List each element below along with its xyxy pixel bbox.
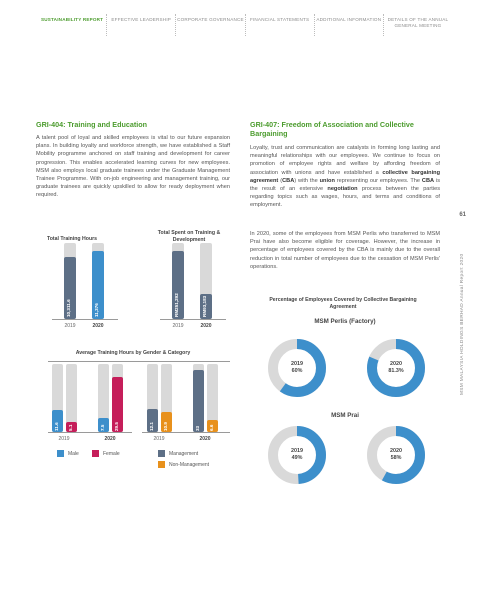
avg-axis-category: [142, 432, 230, 433]
nav-effective-leadership[interactable]: EFFECTIVE LEADERSHIP: [107, 14, 176, 36]
training-heading: GRI-404: Training and Education: [36, 120, 148, 129]
legend-male-swatch: [57, 450, 64, 457]
donut-prai-2019-percent: 49%: [291, 455, 303, 461]
donut-perlis-2019-percent: 60%: [291, 368, 303, 374]
avg-value-label-1-1: 29.5: [114, 422, 119, 431]
training-spend-axis: [160, 319, 226, 320]
training-spend-year-0: 2019: [172, 323, 184, 329]
donut-perlis-2020-percent: 81.3%: [388, 368, 404, 374]
legend-non-management-swatch: [158, 461, 165, 468]
chart-title-average-hours: Average Training Hours by Gender & Category: [75, 350, 191, 356]
avg-value-label-0-0: 11.6: [54, 422, 59, 431]
side-banner: [460, 175, 472, 395]
legend-female-swatch: [92, 450, 99, 457]
legend-male: [57, 450, 79, 457]
avg-value-label-2-3: 10.9: [163, 422, 168, 431]
legend-female-label: Female: [103, 450, 120, 457]
legend-management-swatch: [158, 450, 165, 457]
training-hours-axis: [52, 319, 118, 320]
training-paragraph: A talent pool of loyal and skilled employees is vital to our future expansion plans. In building loyalty and workforce strength, we have established a Staff Mobility programme anchored on staff training and development for career progression. This enables accelerated learning curves for new employees. MSM also employs local graduate trainees under the Graduate Management Trainee Programme. With on-job engineering and management training, our graduate trainees are quickly upskilled to allow for ready deployment when required.: [36, 135, 230, 199]
chart-title-training-spend: Total Spent on Training & Development: [157, 230, 221, 243]
avg-value-label-2-2: 12.1: [149, 422, 154, 431]
avg-year-2: 2019: [153, 436, 165, 442]
top-navigation: [38, 14, 452, 36]
avg-value-label-3-3: 6.6: [209, 424, 214, 431]
donut-prai-2020-percent: 58%: [390, 455, 402, 461]
training-hours-year-0: 2019: [64, 323, 76, 329]
donut-perlis-2020-year: 2020: [390, 361, 402, 367]
avg-axis-gender: [48, 432, 132, 433]
legend-non-management: [158, 461, 209, 468]
donut-prai-2019-label: [277, 448, 317, 462]
training-hours-value-label-1: 11,376: [94, 303, 99, 317]
association-paragraph-2: In 2020, some of the employees from MSM Perlis who transferred to MSM Prai have also become eligible for coverage. However, the increase in percentage of employees covered by the CBA is mainly due to the overall reduction in total number of employees due to the cessation of MSM Perlis' operations.: [250, 231, 440, 270]
chart-title-training-hours: Total Training Hours: [46, 236, 98, 242]
legend-female: [92, 450, 120, 457]
avg-value-label-1-0: 7.5: [100, 424, 105, 431]
chart-divider: [48, 361, 230, 362]
nav-additional-information[interactable]: ADDITIONAL INFORMATION: [315, 14, 384, 36]
training-hours-value-label-0: 10,311.6: [66, 299, 71, 317]
association-heading: GRI-407: Freedom of Association and Collective Bargaining: [250, 120, 414, 138]
legend-male-label: Male: [68, 450, 79, 457]
donut-prai-2020-label: [376, 448, 416, 462]
training-spend-year-1: 2020: [200, 323, 212, 329]
avg-value-label-0-1: 5.1: [68, 424, 73, 431]
legend-management-label: Management: [169, 450, 199, 457]
donut-perlis-2019-year: 2019: [291, 361, 303, 367]
training-spend-value-label-1: RM93,183: [202, 295, 207, 317]
donut-prai-2020-year: 2020: [390, 448, 402, 454]
nav-sustainability-report[interactable]: SUSTAINABILITY REPORT: [38, 14, 107, 36]
page-number: 61: [459, 212, 466, 218]
subtitle-msm-prai: MSM Prai: [331, 412, 359, 419]
avg-value-label-3-2: 33: [195, 425, 200, 431]
donut-perlis-2019-label: [277, 361, 317, 375]
nav-agm-details[interactable]: DETAILS OF THE ANNUAL GENERAL MEETING: [387, 17, 449, 28]
avg-year-3: 2020: [199, 436, 211, 442]
association-paragraph-1: Loyalty, trust and communication are catalysts in forming long lasting and meaningful relationships with our employees. We continue to focus on promotion of employee rights and welfare by affording freedom of association with unions and have established a collective bargaining agreement (CBA) with the union representing our employees. The CBA is the result of an extensive negotiation process between the parties regarding topics such as wages, hours, and terms and conditions of employment.: [250, 145, 441, 209]
avg-year-0: 2019: [58, 436, 70, 442]
legend-non-management-label: Non-Management: [169, 461, 210, 468]
subtitle-msm-perlis: MSM Perlis (Factory): [314, 318, 376, 325]
legend-management: [158, 450, 198, 457]
avg-year-1: 2020: [104, 436, 116, 442]
nav-corporate-governance[interactable]: CORPORATE GOVERNANCE: [176, 14, 245, 36]
training-spend-value-label-0: RM251,292: [174, 293, 179, 317]
nav-financial-statements[interactable]: FINANCIAL STATEMENTS: [246, 14, 315, 36]
donut-prai-2019-year: 2019: [291, 448, 303, 454]
training-hours-year-1: 2020: [92, 323, 104, 329]
side-banner-text: MSM MALAYSIA HOLDINGS BERHAD Annual Report 2020: [460, 253, 465, 395]
donut-perlis-2020-label: [376, 361, 416, 375]
chart-title-cba: Percentage of Employees Covered by Collective Bargaining Agreement: [269, 297, 417, 310]
avg-bar-3-2: [193, 370, 204, 432]
